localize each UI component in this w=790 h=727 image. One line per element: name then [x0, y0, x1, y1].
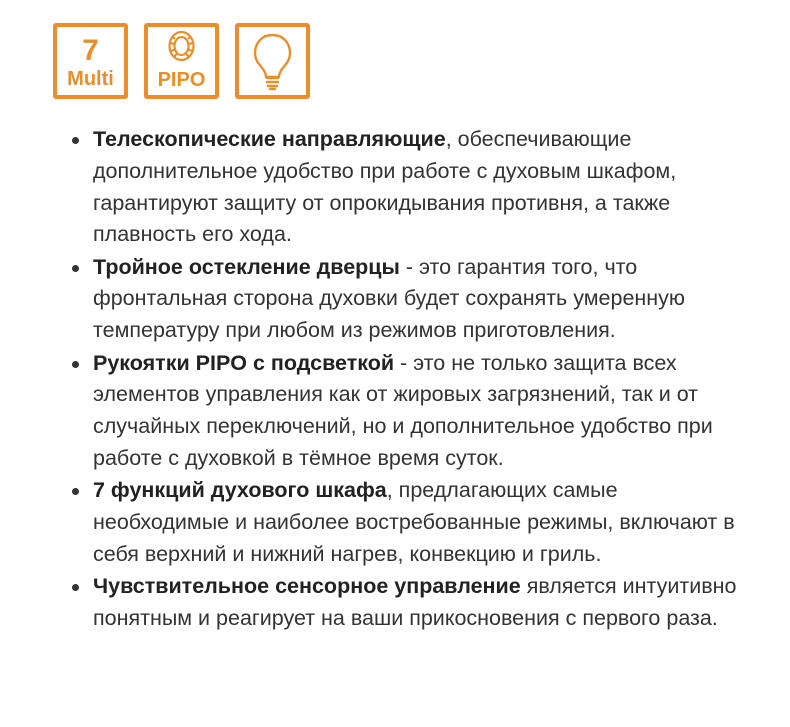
feature-list	[0, 124, 743, 635]
bullet-icon	[72, 137, 79, 144]
feature-text: - это гарантия того, что фронтальная сторона духовки будет сохранять умеренную температуру при любом из режимов приготовления.	[93, 254, 686, 343]
pipo-label: PIPO	[157, 69, 206, 91]
feature-item-oven-functions	[93, 475, 743, 570]
feature-icons-row	[53, 23, 310, 99]
pipo-knob-icon	[144, 23, 219, 99]
bullet-icon	[72, 584, 79, 591]
feature-title: Телескопические направляющие	[93, 127, 446, 151]
feature-item-triple-glazing	[93, 252, 743, 347]
feature-title: 7 функций духового шкафа	[93, 478, 387, 503]
feature-item-pipo-knobs	[93, 348, 743, 475]
bullet-icon	[72, 265, 79, 272]
multi-7-icon	[53, 23, 128, 99]
lightbulb-icon	[235, 23, 310, 99]
feature-item-touch-control	[93, 571, 743, 635]
feature-text: , обеспечивающие дополнительное удобство при работе с духовым шкафом, гарантируют защиту от опрокидывания противня, а также плавность его хода.	[93, 127, 677, 247]
feature-item-telescopic-rails	[93, 124, 743, 251]
multi-7-label: Multi	[67, 68, 114, 90]
feature-title: Чувствительное сенсорное управление	[93, 574, 521, 599]
bullet-icon	[72, 488, 79, 495]
feature-text: - это не только защита всех элементов управления как от жировых загрязнений, так и от случайных переключений, но и дополнительное удобство при работе с духовкой в тёмное время суток.	[93, 350, 713, 470]
feature-text: является интуитивно понятным и реагирует на ваши прикосновения с первого раза.	[93, 574, 737, 630]
bullet-icon	[72, 361, 79, 368]
feature-title: Тройное остекление дверцы	[93, 254, 400, 279]
multi-7-number: 7	[82, 34, 99, 67]
feature-title: Рукоятки PIPO с подсветкой	[93, 350, 395, 375]
feature-text: , предлагающих самые необходимые и наиболее востребованные режимы, включают в себя верхний и нижний нагрев, конвекцию и гриль.	[93, 478, 735, 566]
